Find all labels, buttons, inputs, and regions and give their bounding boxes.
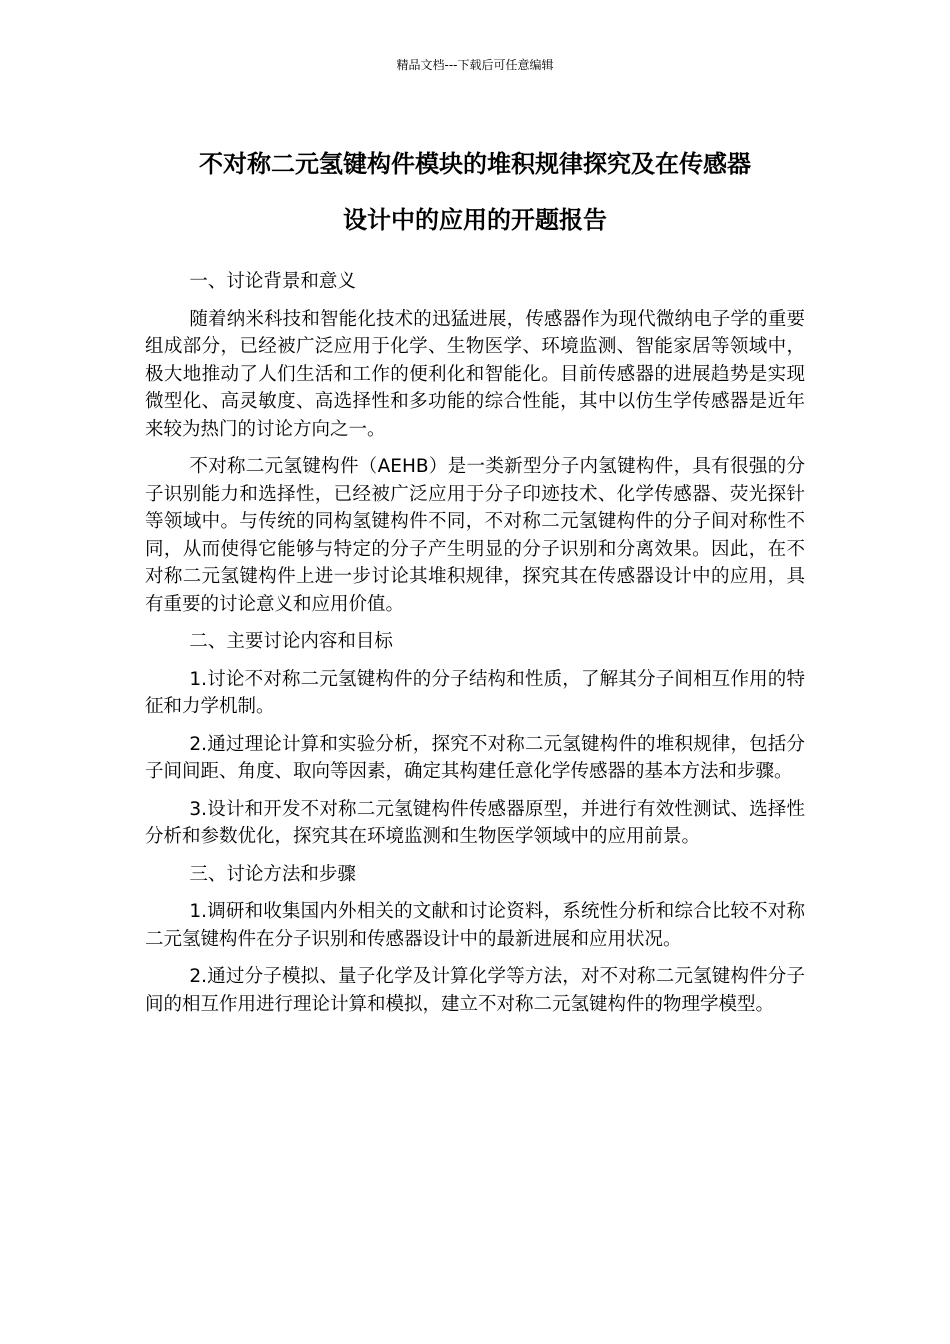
list-item-goal-2: 2.通过理论计算和实验分析，探究不对称二元氢键构件的堆积规律，包括分子间间距、角度、取向等因素，确定其构建任意化学传感器的基本方法和步骤。 bbox=[145, 733, 805, 782]
document-body bbox=[145, 268, 805, 1028]
section-heading-content-goals: 二、主要讨论内容和目标 bbox=[189, 631, 393, 652]
paragraph-background-1: 随着纳米科技和智能化技术的迅猛进展，传感器作为现代微纳电子学的重要组成部分，已经被广泛应用于化学、生物医学、环境监测、智能家居等领域中，极大地推动了人们生活和工作的便利化和智能化。目前传感器的进展趋势是实现微型化、高灵敏度、高选择性和多功能的综合性能，其中以仿生学传感器是近年来较为热门的讨论方向之一。 bbox=[145, 308, 805, 440]
list-item-goal-3: 3.设计和开发不对称二元氢键构件传感器原型，并进行有效性测试、选择性分析和参数优化，探究其在环境监测和生物医学领域中的应用前景。 bbox=[145, 798, 805, 847]
paragraph-background-2: 不对称二元氢键构件（AEHB）是一类新型分子内氢键构件，具有很强的分子识别能力和选择性，已经被广泛应用于分子印迹技术、化学传感器、荧光探针等领域中。与传统的同构氢键构件不同，不对称二元氢键构件的分子间对称性不同，从而使得它能够与特定的分子产生明显的分子识别和分离效果。因此，在不对称二元氢键构件上进一步讨论其堆积规律，探究其在传感器设计中的应用，具有重要的讨论意义和应用价值。 bbox=[145, 456, 805, 615]
document-title-line-1: 不对称二元氢键构件模块的堆积规律探究及在传感器 bbox=[199, 150, 751, 178]
section-heading-background: 一、讨论背景和意义 bbox=[189, 271, 356, 292]
list-item-method-2: 2.通过分子模拟、量子化学及计算化学等方法，对不对称二元氢键构件分子间的相互作用进行理论计算和模拟，建立不对称二元氢键构件的物理学模型。 bbox=[145, 966, 805, 1015]
section-heading-methods: 三、讨论方法和步骤 bbox=[189, 863, 356, 885]
page-header-watermark: 精品文档---下载后可任意编辑 bbox=[396, 58, 554, 72]
document-title-line-2: 设计中的应用的开题报告 bbox=[343, 206, 607, 234]
list-item-goal-1: 1.讨论不对称二元氢键构件的分子结构和性质，了解其分子间相互作用的特征和力学机制。 bbox=[145, 668, 805, 717]
list-item-method-1: 1.调研和收集国内外相关的文献和讨论资料，系统性分析和综合比较不对称二元氢键构件在分子识别和传感器设计中的最新进展和应用状况。 bbox=[145, 901, 805, 950]
document-title bbox=[110, 136, 840, 248]
